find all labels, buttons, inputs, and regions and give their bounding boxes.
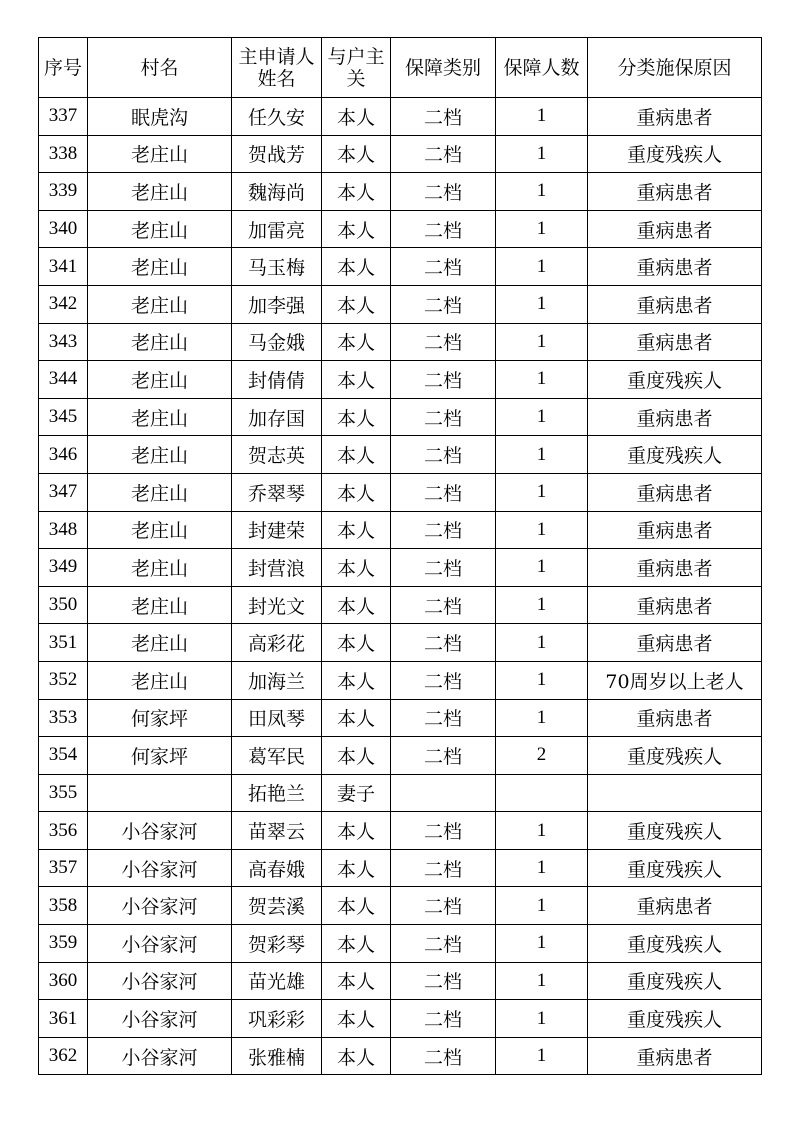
cell-seq: 348 — [39, 511, 88, 549]
cell-count: 1 — [496, 210, 588, 248]
cell-applicant-name: 马金娥 — [232, 323, 322, 361]
cell-reason: 重病患者 — [588, 511, 762, 549]
header-category: 保障类别 — [391, 38, 496, 98]
cell-count: 1 — [496, 962, 588, 1000]
cell-count: 1 — [496, 1000, 588, 1038]
cell-relation: 本人 — [322, 812, 391, 850]
table-row — [39, 812, 762, 850]
cell-applicant-name: 贺志英 — [232, 436, 322, 474]
table-row — [39, 135, 762, 173]
cell-category: 二档 — [391, 511, 496, 549]
cell-relation: 本人 — [322, 624, 391, 662]
table-row — [39, 511, 762, 549]
cell-village: 小谷家河 — [88, 812, 232, 850]
cell-reason: 重病患者 — [588, 473, 762, 511]
cell-seq: 353 — [39, 699, 88, 737]
cell-applicant-name: 高彩花 — [232, 624, 322, 662]
header-count: 保障人数 — [496, 38, 588, 98]
cell-category: 二档 — [391, 925, 496, 963]
cell-category: 二档 — [391, 624, 496, 662]
cell-relation: 本人 — [322, 398, 391, 436]
table-row — [39, 361, 762, 399]
table-row — [39, 173, 762, 211]
cell-village: 老庄山 — [88, 173, 232, 211]
cell-village: 老庄山 — [88, 436, 232, 474]
cell-applicant-name: 加雷亮 — [232, 210, 322, 248]
cell-relation: 本人 — [322, 661, 391, 699]
cell-relation: 本人 — [322, 1037, 391, 1075]
cell-relation: 本人 — [322, 549, 391, 587]
cell-village: 老庄山 — [88, 285, 232, 323]
cell-relation: 本人 — [322, 135, 391, 173]
cell-count: 1 — [496, 586, 588, 624]
cell-category: 二档 — [391, 699, 496, 737]
header-relation: 与户主关 — [322, 38, 391, 98]
cell-reason — [588, 774, 762, 812]
header-reason: 分类施保原因 — [588, 38, 762, 98]
cell-category: 二档 — [391, 135, 496, 173]
cell-village: 老庄山 — [88, 248, 232, 286]
cell-village: 小谷家河 — [88, 925, 232, 963]
cell-applicant-name: 加海兰 — [232, 661, 322, 699]
cell-relation: 本人 — [322, 699, 391, 737]
cell-reason: 重度残疾人 — [588, 849, 762, 887]
cell-relation: 本人 — [322, 1000, 391, 1038]
cell-seq: 359 — [39, 925, 88, 963]
cell-relation: 妻子 — [322, 774, 391, 812]
cell-reason: 重度残疾人 — [588, 925, 762, 963]
cell-relation: 本人 — [322, 925, 391, 963]
cell-reason: 重度残疾人 — [588, 361, 762, 399]
cell-count: 1 — [496, 361, 588, 399]
cell-reason: 重度残疾人 — [588, 135, 762, 173]
cell-seq: 345 — [39, 398, 88, 436]
cell-count: 1 — [496, 248, 588, 286]
cell-applicant-name: 贺战芳 — [232, 135, 322, 173]
assistance-table — [38, 37, 762, 1075]
cell-seq: 349 — [39, 549, 88, 587]
cell-applicant-name: 拓艳兰 — [232, 774, 322, 812]
table-row — [39, 398, 762, 436]
cell-village: 老庄山 — [88, 398, 232, 436]
cell-seq: 347 — [39, 473, 88, 511]
cell-relation: 本人 — [322, 737, 391, 775]
cell-village: 小谷家河 — [88, 1000, 232, 1038]
cell-relation: 本人 — [322, 849, 391, 887]
cell-applicant-name: 加李强 — [232, 285, 322, 323]
cell-village: 老庄山 — [88, 624, 232, 662]
cell-reason: 70周岁以上老人 — [588, 661, 762, 699]
cell-count: 1 — [496, 285, 588, 323]
table-row — [39, 586, 762, 624]
cell-reason: 重度残疾人 — [588, 812, 762, 850]
cell-seq: 350 — [39, 586, 88, 624]
table-row — [39, 549, 762, 587]
cell-count: 1 — [496, 323, 588, 361]
cell-applicant-name: 马玉梅 — [232, 248, 322, 286]
cell-village: 眠虎沟 — [88, 98, 232, 136]
cell-seq: 341 — [39, 248, 88, 286]
cell-seq: 355 — [39, 774, 88, 812]
table-row — [39, 774, 762, 812]
table-row — [39, 887, 762, 925]
cell-category: 二档 — [391, 173, 496, 211]
cell-category: 二档 — [391, 436, 496, 474]
table-row — [39, 1037, 762, 1075]
cell-category: 二档 — [391, 549, 496, 587]
cell-applicant-name: 魏海尚 — [232, 173, 322, 211]
table-row — [39, 849, 762, 887]
cell-village: 老庄山 — [88, 135, 232, 173]
header-village: 村名 — [88, 38, 232, 98]
cell-relation: 本人 — [322, 323, 391, 361]
cell-relation: 本人 — [322, 962, 391, 1000]
cell-reason: 重度残疾人 — [588, 436, 762, 474]
cell-village: 小谷家河 — [88, 849, 232, 887]
table-row — [39, 661, 762, 699]
table-row — [39, 210, 762, 248]
cell-count: 1 — [496, 849, 588, 887]
cell-category: 二档 — [391, 661, 496, 699]
cell-count: 1 — [496, 98, 588, 136]
header-row — [39, 38, 762, 98]
cell-applicant-name: 张雅楠 — [232, 1037, 322, 1075]
cell-seq: 340 — [39, 210, 88, 248]
cell-seq: 356 — [39, 812, 88, 850]
cell-reason: 重病患者 — [588, 98, 762, 136]
cell-count: 1 — [496, 473, 588, 511]
cell-seq: 339 — [39, 173, 88, 211]
cell-category: 二档 — [391, 323, 496, 361]
table-row — [39, 285, 762, 323]
cell-applicant-name: 乔翠琴 — [232, 473, 322, 511]
cell-village: 老庄山 — [88, 549, 232, 587]
cell-applicant-name: 封营浪 — [232, 549, 322, 587]
cell-count: 2 — [496, 737, 588, 775]
cell-village: 小谷家河 — [88, 887, 232, 925]
cell-seq: 361 — [39, 1000, 88, 1038]
cell-category: 二档 — [391, 887, 496, 925]
cell-seq: 357 — [39, 849, 88, 887]
cell-reason: 重病患者 — [588, 624, 762, 662]
table-row — [39, 1000, 762, 1038]
cell-relation: 本人 — [322, 173, 391, 211]
cell-count: 1 — [496, 549, 588, 587]
cell-reason: 重病患者 — [588, 285, 762, 323]
cell-reason: 重度残疾人 — [588, 737, 762, 775]
table-body — [39, 98, 762, 1075]
table-row — [39, 737, 762, 775]
cell-count: 1 — [496, 511, 588, 549]
cell-village: 老庄山 — [88, 473, 232, 511]
cell-reason: 重病患者 — [588, 398, 762, 436]
cell-relation: 本人 — [322, 361, 391, 399]
table-row — [39, 323, 762, 361]
cell-reason: 重病患者 — [588, 323, 762, 361]
cell-reason: 重病患者 — [588, 1037, 762, 1075]
cell-seq: 346 — [39, 436, 88, 474]
cell-relation: 本人 — [322, 511, 391, 549]
cell-village: 老庄山 — [88, 586, 232, 624]
cell-category: 二档 — [391, 737, 496, 775]
cell-applicant-name: 加存国 — [232, 398, 322, 436]
cell-count: 1 — [496, 925, 588, 963]
table-row — [39, 248, 762, 286]
table-row — [39, 624, 762, 662]
cell-village — [88, 774, 232, 812]
cell-relation: 本人 — [322, 285, 391, 323]
cell-relation: 本人 — [322, 210, 391, 248]
cell-count: 1 — [496, 812, 588, 850]
table-row — [39, 925, 762, 963]
cell-reason: 重病患者 — [588, 173, 762, 211]
cell-village: 老庄山 — [88, 210, 232, 248]
table-row — [39, 962, 762, 1000]
cell-applicant-name: 葛军民 — [232, 737, 322, 775]
cell-count: 1 — [496, 624, 588, 662]
cell-relation: 本人 — [322, 98, 391, 136]
cell-relation: 本人 — [322, 473, 391, 511]
cell-seq: 358 — [39, 887, 88, 925]
cell-count: 1 — [496, 135, 588, 173]
cell-applicant-name: 封倩倩 — [232, 361, 322, 399]
cell-village: 老庄山 — [88, 511, 232, 549]
cell-village: 小谷家河 — [88, 962, 232, 1000]
cell-category: 二档 — [391, 586, 496, 624]
cell-category: 二档 — [391, 473, 496, 511]
cell-village: 老庄山 — [88, 361, 232, 399]
cell-reason: 重病患者 — [588, 549, 762, 587]
cell-seq: 337 — [39, 98, 88, 136]
cell-reason: 重度残疾人 — [588, 1000, 762, 1038]
cell-seq: 343 — [39, 323, 88, 361]
cell-category: 二档 — [391, 285, 496, 323]
cell-seq: 338 — [39, 135, 88, 173]
cell-seq: 342 — [39, 285, 88, 323]
cell-count: 1 — [496, 661, 588, 699]
table-row — [39, 98, 762, 136]
cell-applicant-name: 封建荣 — [232, 511, 322, 549]
cell-count: 1 — [496, 699, 588, 737]
cell-reason: 重病患者 — [588, 699, 762, 737]
header-seq: 序号 — [39, 38, 88, 98]
cell-village: 何家坪 — [88, 699, 232, 737]
cell-relation: 本人 — [322, 436, 391, 474]
cell-applicant-name: 巩彩彩 — [232, 1000, 322, 1038]
cell-category: 二档 — [391, 1000, 496, 1038]
cell-applicant-name: 苗光雄 — [232, 962, 322, 1000]
cell-category: 二档 — [391, 210, 496, 248]
cell-applicant-name: 任久安 — [232, 98, 322, 136]
cell-applicant-name: 贺彩琴 — [232, 925, 322, 963]
cell-applicant-name: 封光文 — [232, 586, 322, 624]
cell-category: 二档 — [391, 248, 496, 286]
cell-reason: 重度残疾人 — [588, 962, 762, 1000]
cell-category: 二档 — [391, 398, 496, 436]
cell-count: 1 — [496, 398, 588, 436]
cell-relation: 本人 — [322, 248, 391, 286]
cell-category: 二档 — [391, 98, 496, 136]
cell-reason: 重病患者 — [588, 887, 762, 925]
cell-relation: 本人 — [322, 887, 391, 925]
cell-category — [391, 774, 496, 812]
cell-category: 二档 — [391, 1037, 496, 1075]
cell-applicant-name: 苗翠云 — [232, 812, 322, 850]
cell-village: 何家坪 — [88, 737, 232, 775]
cell-relation: 本人 — [322, 586, 391, 624]
header-applicant: 主申请人姓名 — [232, 38, 322, 98]
cell-category: 二档 — [391, 849, 496, 887]
cell-count: 1 — [496, 887, 588, 925]
cell-applicant-name: 高春娥 — [232, 849, 322, 887]
cell-seq: 354 — [39, 737, 88, 775]
table-row — [39, 436, 762, 474]
cell-village: 小谷家河 — [88, 1037, 232, 1075]
cell-count — [496, 774, 588, 812]
cell-seq: 344 — [39, 361, 88, 399]
cell-reason: 重病患者 — [588, 248, 762, 286]
cell-applicant-name: 贺芸溪 — [232, 887, 322, 925]
cell-seq: 362 — [39, 1037, 88, 1075]
cell-seq: 351 — [39, 624, 88, 662]
cell-category: 二档 — [391, 361, 496, 399]
cell-category: 二档 — [391, 962, 496, 1000]
cell-count: 1 — [496, 436, 588, 474]
table-row — [39, 699, 762, 737]
cell-count: 1 — [496, 1037, 588, 1075]
cell-seq: 352 — [39, 661, 88, 699]
cell-village: 老庄山 — [88, 323, 232, 361]
cell-village: 老庄山 — [88, 661, 232, 699]
cell-reason: 重病患者 — [588, 210, 762, 248]
cell-seq: 360 — [39, 962, 88, 1000]
cell-count: 1 — [496, 173, 588, 211]
table-row — [39, 473, 762, 511]
cell-reason: 重病患者 — [588, 586, 762, 624]
cell-applicant-name: 田凤琴 — [232, 699, 322, 737]
cell-category: 二档 — [391, 812, 496, 850]
